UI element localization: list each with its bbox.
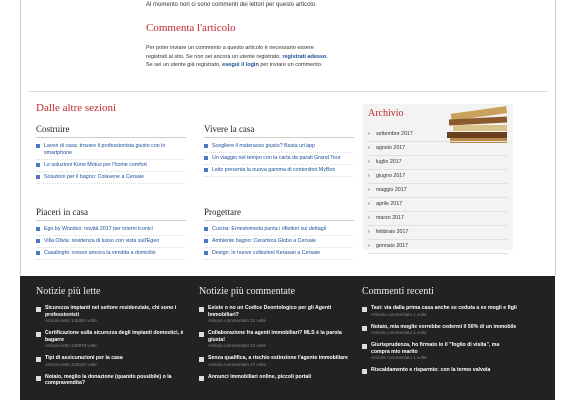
footer-most-commented (199, 286, 354, 386)
archive-month-link[interactable]: › maggio 2017 (368, 184, 508, 198)
section-link[interactable]: Scegliere il materasso giusto? Basta un'app (204, 141, 354, 153)
login-link[interactable]: esegui il login (222, 62, 259, 68)
register-link[interactable]: registrati adesso (282, 53, 327, 60)
section-link[interactable]: Ego by Woodco: novità 2017 per interni iconici (36, 224, 186, 236)
archive-title: Archivio (368, 108, 404, 119)
footer-heading: Notizie più commentate (199, 286, 296, 297)
section-link[interactable]: Le soluzioni Kone Motus per l'home comfort (36, 160, 186, 172)
footer (20, 276, 555, 400)
content-left-border (20, 0, 21, 275)
footer-news-item[interactable]: Sicurezza impianti nel settore residenziale, chi sono i professionisti Articolo letto 146384 volte (36, 305, 191, 324)
login-instructions: Per poter inviare un commento a questo articolo è necessario essere registrati al sito. Se non sei ancora un utente registrato, registrati adesso. Se sei un utente già registrato, esegui il login per inviare un commento. (146, 45, 328, 68)
section-heading: Progettare (204, 207, 354, 221)
archive-month-link[interactable]: › aprile 2017 (368, 198, 508, 212)
section-costruire (36, 124, 186, 184)
content-right-border (555, 0, 556, 275)
footer-heading: Notizie più lette (36, 286, 101, 297)
section-link[interactable]: Lavori di casa: trovare il professionista giusto con lo smartphone (36, 141, 186, 160)
archive-month-link[interactable]: › agosto 2017 (368, 142, 508, 156)
comment-article-title: Commenta l'articolo (146, 22, 236, 34)
section-heading: Costruire (36, 124, 186, 138)
footer-news-item[interactable]: Senza qualifica, a rischio estinzione l'agente immobiliare Articolo commentato 17 volte (199, 355, 354, 368)
other-sections-title: Dalle altre sezioni (36, 102, 117, 114)
section-link[interactable]: Un viaggio nel tempo con la carta da parati Grand Tour (204, 153, 354, 165)
footer-news-item[interactable]: Esiste o no un Codice Deontologico per gli Agenti Immobiliari? Articolo commentato 31 volte (199, 305, 354, 324)
archive-box (363, 104, 513, 250)
archive-month-link[interactable]: › febbraio 2017 (368, 226, 508, 240)
footer-news-item[interactable]: Annunci immobiliari online, piccoli portali (199, 374, 354, 381)
archive-month-link[interactable]: › giugno 2017 (368, 170, 508, 184)
section-link[interactable]: Soluzioni per il bagno: Colavene a Cersaie (36, 172, 186, 184)
section-piaceri-in-casa (36, 207, 186, 260)
footer-news-item[interactable]: Giurisprudenza, ho firmato io il "foglio di visita", ma compra mio marito Articolo commentato 1 volte (362, 342, 517, 361)
footer-heading: Commenti recenti (362, 286, 434, 297)
section-heading: Vivere la casa (204, 124, 354, 138)
section-link[interactable]: Design: le nuove collezioni Kerasan a Cersaie (204, 248, 354, 260)
archive-month-link[interactable]: › marzo 2017 (368, 212, 508, 226)
archive-month-link[interactable]: › luglio 2017 (368, 156, 508, 170)
footer-news-item[interactable]: Tipi di assicurazioni per la casa Articolo letto 126020 volte (36, 355, 191, 368)
footer-news-item[interactable]: Notaio, mia moglie vorrebbe cedermi il 50% di un immobile Articolo commentato 1 volte (362, 324, 517, 337)
footer-news-item[interactable]: Certificazione sulla sicurezza degli impianti domestici, è bagarre Articolo letto 129879 volte (36, 330, 191, 349)
section-link[interactable]: Casalinghi: cresce ancora la vendita a domicilio (36, 248, 186, 260)
comments-area (146, 0, 406, 70)
no-comments-text: Al momento non ci sono commenti dei lettori per questo articolo. (146, 2, 317, 8)
archive-month-link[interactable]: › settembre 2017 (368, 128, 508, 142)
footer-news-item[interactable]: Tasi: via dalla prima casa anche se ceduta a ex mogli e figli Articolo commentato 1 volte (362, 305, 517, 318)
section-link[interactable]: Villa Olivia: residenza di lusso con vista sull'Egeo (36, 236, 186, 248)
footer-news-item[interactable]: Notaio, meglio la donazione (quando possibile) o la compravendita? (36, 374, 191, 387)
section-vivere-la-casa (204, 124, 354, 177)
section-heading: Piaceri in casa (36, 207, 186, 221)
archive-month-link[interactable]: › gennaio 2017 (368, 240, 508, 254)
section-progettare (204, 207, 354, 260)
footer-recent-comments (362, 286, 517, 380)
section-link[interactable]: Ambiente bagno: Ceramica Globo a Cersaie (204, 236, 354, 248)
footer-news-item[interactable]: Riscaldamento e risparmio: con la termo valvola (362, 367, 517, 374)
footer-most-read (36, 286, 191, 393)
section-link[interactable]: Leitz presenta la nuova gamma di contenitori MyBox (204, 165, 354, 177)
footer-news-item[interactable]: Collaborazione fra agenti immobiliari? MLS è la parola giusta! Articolo commentato 22 volte (199, 330, 354, 349)
section-link[interactable]: Cucina: Ernestomeda punta i riflettori sui dettagli (204, 224, 354, 236)
divider (28, 91, 548, 92)
